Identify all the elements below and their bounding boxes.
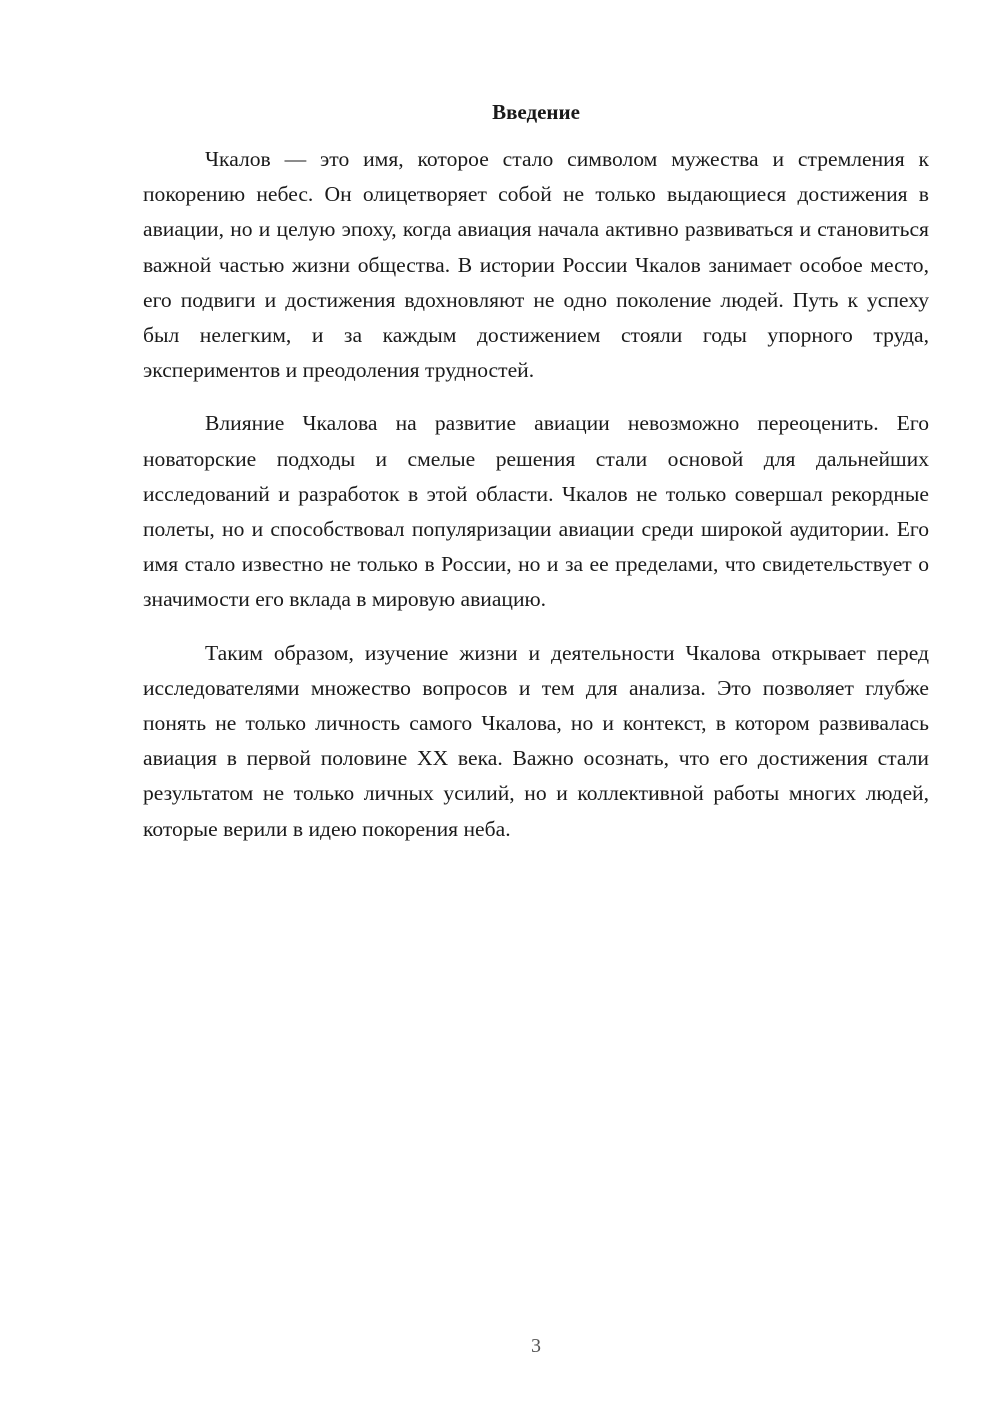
section-heading: Введение <box>492 100 580 124</box>
page-content <box>143 94 929 847</box>
paragraph-2: Влияние Чкалова на развитие авиации невозможно переоценить. Его новаторские подходы и смелые решения стали основой для дальнейших исследований и разработок в этой области. Чкалов не только совершал рекордные полеты, но и способствовал популяризации авиации среди широкой аудитории. Его имя стало известно не только в России, но и за ее пределами, что свидетельствует о значимости его вклада в мировую авиацию. <box>143 411 929 612</box>
paragraph-3: Таким образом, изучение жизни и деятельности Чкалова открывает перед исследователями множество вопросов и тем для анализа. Это позволяет глубже понять не только личность самого Чкалова, но и контекст, в котором развивалась авиация в первой половине XX века. Важно осознать, что его достижения стали результатом не только личных усилий, но и коллективной работы многих людей, которые верили в идею покорения неба. <box>143 640 929 841</box>
page-number: 3 <box>531 1335 541 1357</box>
paragraph-1: Чкалов — это имя, которое стало символом мужества и стремления к покорению небес. Он олицетворяет собой не только выдающиеся достижения в авиации, но и целую эпоху, когда авиация начала активно развиваться и становиться важной частью жизни общества. В истории России Чкалов занимает особое место, его подвиги и достижения вдохновляют не одно поколение людей. Путь к успеху был нелегким, и за каждым достижением стояли годы упорного труда, экспериментов и преодоления трудностей. <box>143 147 929 383</box>
